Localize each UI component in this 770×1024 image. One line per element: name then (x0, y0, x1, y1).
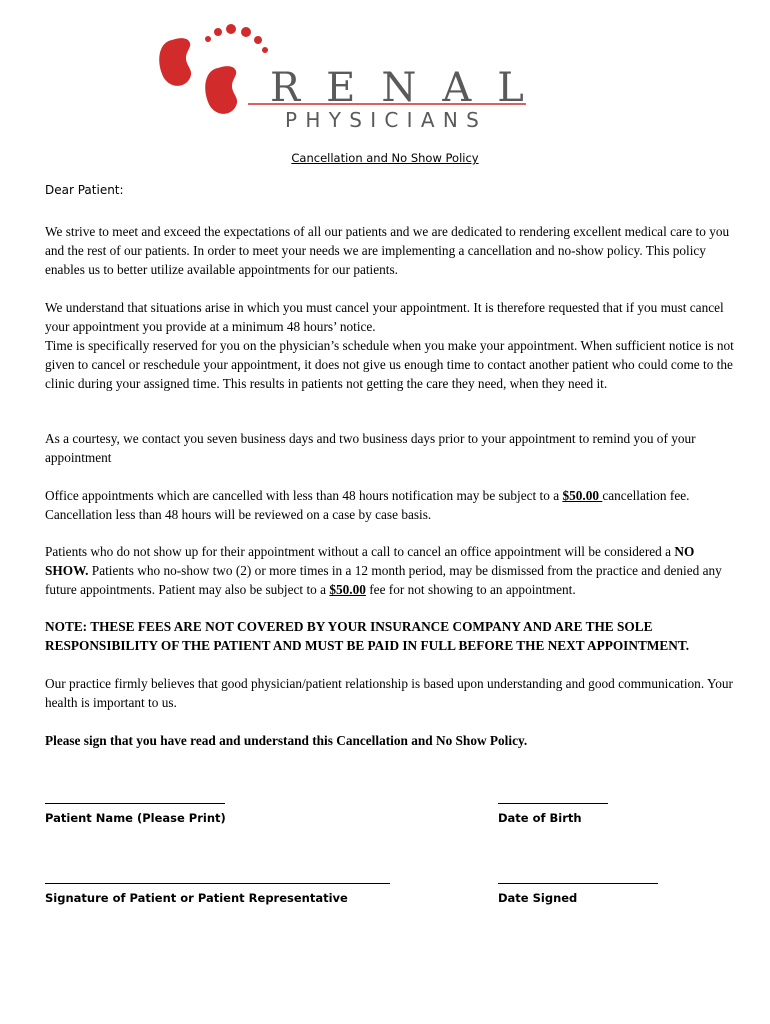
logo-physicians-text: PHYSICIANS (285, 108, 488, 132)
renal-physicians-logo (150, 18, 550, 138)
paragraph-courtesy: As a courtesy, we contact you seven business days and two business days prior to your appointment to remind you of your appointment (45, 431, 696, 465)
signature-line[interactable] (45, 883, 390, 884)
paragraph-schedule: Time is specifically reserved for you on the physician’s schedule when you make your appointment. When sufficient notice is not given to cancel or reschedule your appointment, it does not give us enough time to contact another patient who could come to the clinic during your assigned time. This results in patients not getting the care they need, when they need it. (45, 338, 734, 391)
page-title: Cancellation and No Show Policy (291, 151, 479, 165)
paragraph-intro: We strive to meet and exceed the expectations of all our patients and we are dedicated to rendering excellent medical care to you and the rest of our patients. In order to meet your needs we are implementing a cancellation and no-show policy. This policy enables us to better utilize available appointments for our patients. (45, 224, 730, 277)
fees-note: NOTE: THESE FEES ARE NOT COVERED BY YOUR INSURANCE COMPANY AND ARE THE SOLE RESPONSIBILITY OF THE PATIENT AND MUST BE PAID IN FULL BEFORE THE NEXT APPOINTMENT. (45, 619, 690, 653)
fee-text-pre: Office appointments which are cancelled with less than 48 hours notification may be subject to a (45, 488, 563, 503)
no-show-text-mid: Patients who no-show two (2) or more times in a 12 month period, may be dismissed from the practice and denied any future appointments. Patient may also be subject to a (45, 563, 722, 597)
patient-name-line[interactable] (45, 803, 225, 804)
no-show-text-post: fee for not showing to an appointment. (365, 582, 576, 597)
cancellation-fee-amount: $50.00 (562, 488, 603, 503)
no-show-fee-amount: $50.00 (329, 582, 366, 597)
no-show-label: NO SHOW. (45, 544, 695, 578)
paragraph-cancellation-fee (45, 486, 735, 524)
date-of-birth-line[interactable] (498, 803, 608, 804)
paragraph-relationship: Our practice firmly believes that good physician/patient relationship is based upon understanding and good communication. Your health is important to us. (45, 676, 733, 710)
paragraph-cancel-notice: We understand that situations arise in which you must cancel your appointment. It is therefore requested that if you must cancel your appointment you provide at a minimum 48 hours’ notice. (45, 300, 724, 334)
greeting: Dear Patient: (45, 183, 124, 197)
date-of-birth-label: Date of Birth (498, 811, 582, 825)
no-show-text-pre: Patients who do not show up for their appointment without a call to cancel an office appointment will be considered a (45, 544, 675, 559)
fee-text-line2: Cancellation less than 48 hours will be reviewed on a case by case basis. (45, 507, 432, 522)
patient-name-label: Patient Name (Please Print) (45, 811, 226, 825)
paragraph-no-show (45, 542, 735, 599)
signature-label: Signature of Patient or Patient Representative (45, 891, 348, 905)
date-signed-line[interactable] (498, 883, 658, 884)
fee-text-post: cancellation fee. (602, 488, 690, 503)
date-signed-label: Date Signed (498, 891, 578, 905)
logo-renal-text: RENAL (270, 65, 550, 111)
sign-request: Please sign that you have read and understand this Cancellation and No Show Policy. (45, 733, 528, 748)
